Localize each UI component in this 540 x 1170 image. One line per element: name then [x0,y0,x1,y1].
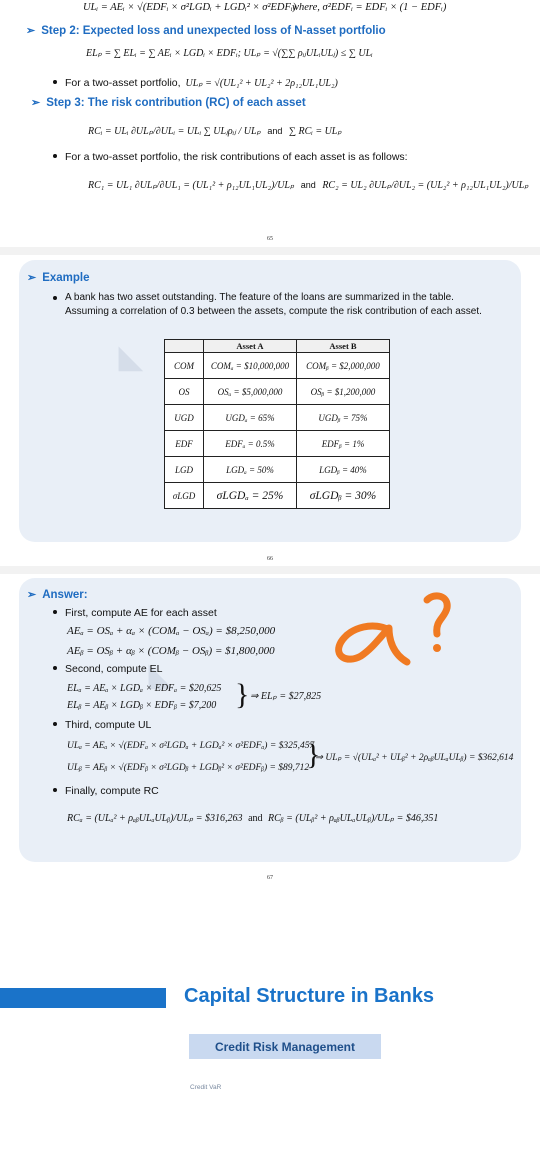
step-ae-bullet [53,607,217,619]
right-brace-icon: } [306,738,321,771]
page-number: 67 [267,875,273,881]
watermark-logo: ◣ [119,341,143,374]
step-ae-text: First, compute AE for each asset [65,607,217,619]
table-row-label: OS [165,379,204,405]
step2-title: Step 2: Expected loss and unexpected loss of N-asset portfolio [41,24,386,37]
rc1-formula: RC₁ = UL₁ ∂ULₚ/∂UL₁ = (UL₁² + ρ₁₂UL₁UL₂)/ULₚ [88,180,295,191]
bullet-dot-icon [53,666,57,670]
step3-title: Step 3: The risk contribution (RC) of each asset [46,96,306,109]
handwritten-annotation [323,590,453,674]
table-cell: σLGDᵦ = 30% [297,483,390,509]
rc-two-asset-formulas [88,180,529,191]
section-subtitle: Credit Risk Management [189,1034,381,1059]
answer-heading [27,588,88,601]
two-asset-bullet [53,77,338,89]
table-header-cell [165,340,204,353]
table-cell: COMᵦ = $2,000,000 [297,353,390,379]
ul-a-formula: ULₐ = AEₐ × √(EDFₐ × σ²LGDₐ + LGDₐ² × σ²EDFₐ) = $325,457 [67,741,315,751]
table-header-cell: Asset B [297,340,390,353]
example-heading [27,271,90,284]
table-cell: EDFᵦ = 1% [297,431,390,457]
title-accent-bar [0,988,166,1008]
bullet-dot-icon [53,296,57,300]
table-cell: UGDᵦ = 75% [297,405,390,431]
and-label: and [267,126,283,136]
example-title: Example [42,271,90,284]
bullet1-formula: ULₚ = √(UL₁² + UL₂² + 2ρ₁₂UL₁UL₂) [185,78,338,89]
table-row [165,457,390,483]
rc-general-formula: RCᵢ = ULᵢ ∂ULₚ/∂ULᵢ = ULᵢ ∑ ULⱼρᵢⱼ / ULₚ [88,126,261,137]
table-header-cell: Asset A [204,340,297,353]
rc-sum-formula: ∑ RCᵢ = ULₚ [288,126,342,137]
section-title: Capital Structure in Banks [184,985,435,1007]
ae-a-formula: AEₐ = OSₐ + αₐ × (COMₐ − OSₐ) = $8,250,000 [67,625,276,637]
table-cell: LGDₐ = 50% [204,457,297,483]
and-label: and [300,180,316,190]
table-row [165,379,390,405]
step3-heading [31,96,306,109]
table-row-label: LGD [165,457,204,483]
arrow-right-icon: ➢ [27,272,37,284]
slide-separator [0,566,540,574]
arrow-right-icon: ➢ [26,25,36,37]
table-row-label: EDF [165,431,204,457]
ul-b-formula: ULᵦ = AEᵦ × √(EDFᵦ × σ²LGDᵦ + LGDᵦ² × σ²EDFᵦ) = $89,712 [67,763,310,773]
rc-a-formula: RCₐ = (ULₐ² + ρₐᵦULₐULᵦ)/ULₚ = $316,263 [67,813,243,824]
watermark-logo: ◣ [149,659,173,692]
bullet-dot-icon [53,80,57,84]
rc-bullet [53,151,408,163]
rc-final-formulas [67,813,438,824]
table-cell: EDFₐ = 0.5% [204,431,297,457]
step-rc-bullet [53,785,159,797]
table-cell: σLGDₐ = 25% [204,483,297,509]
where-formula: where, σ²EDFᵢ = EDFᵢ × (1 − EDFᵢ) [292,2,447,13]
table-row-label: COM [165,353,204,379]
ae-b-formula: AEᵦ = OSᵦ + αᵦ × (COMᵦ − OSᵦ) = $1,800,000 [67,645,275,657]
table-cell: LGDᵦ = 40% [297,457,390,483]
table-row [165,405,390,431]
slide-66-card [19,260,521,542]
example-bullet-text: A bank has two asset outstanding. The feature of the loans are summarized in the table. Assuming a correlation of 0.3 between the assets, compute the risk contribution of each asset. [65,292,482,317]
arrow-right-icon: ➢ [27,589,37,601]
el-p-formula: ⇒ ELₚ = $27,825 [250,691,322,702]
el-b-formula: ELᵦ = AEᵦ × LGDᵦ × EDFᵦ = $7,200 [67,700,217,711]
table-row [165,353,390,379]
arrow-right-icon: ➢ [31,97,41,109]
loan-table [164,339,390,509]
bullet1-text: For a two-asset portfolio, [65,77,181,89]
table-cell: COMₐ = $10,000,000 [204,353,297,379]
rc-b-formula: RCᵦ = (ULᵦ² + ρₐᵦULₐULᵦ)/ULₚ = $46,351 [268,813,439,824]
step-rc-text: Finally, compute RC [65,785,159,797]
ul-p-formula: ⇒ ULₚ = √(ULₐ² + ULᵦ² + 2ρₐᵦULₐULᵦ) = $362,614 [315,753,514,763]
el-a-formula: ELₐ = AEₐ × LGDₐ × EDFₐ = $20,625 [67,683,222,694]
table-cell: UGDₐ = 65% [204,405,297,431]
step-ul-text: Third, compute UL [65,719,152,731]
answer-title: Answer: [42,588,88,601]
table-cell: OSᵦ = $1,200,000 [297,379,390,405]
page-number: 66 [267,556,273,562]
example-bullet [53,291,498,319]
bullet-dot-icon [53,722,57,726]
table-cell: OSₐ = $5,000,000 [204,379,297,405]
slide-separator [0,247,540,255]
bullet-dot-icon [53,610,57,614]
and-label: and [248,813,263,824]
step2-heading [26,24,386,37]
table-row [165,483,390,509]
step3-formula [88,126,342,137]
table-row [165,431,390,457]
table-row-label: σLGD [165,483,204,509]
bullet-dot-icon [53,788,57,792]
footer-label: Credit VaR [190,1084,222,1091]
step-el-text: Second, compute EL [65,663,163,675]
table-row-label: UGD [165,405,204,431]
step2-formula: ELₚ = ∑ ELᵢ = ∑ AEᵢ × LGDᵢ × EDFᵢ; ULₚ = √(∑∑ ρᵢⱼULᵢULⱼ) ≤ ∑ ULᵢ [86,48,373,59]
right-brace-icon: } [235,678,250,711]
step-ul-bullet [53,719,151,731]
table-header-row [165,340,390,353]
ul-formula: ULᵢ = AEᵢ × √(EDFᵢ × σ²LGDᵢ + LGDᵢ² × σ²EDFᵢ) [83,2,297,13]
bullet2-text: For a two-asset portfolio, the risk contributions of each asset is as follows: [65,151,408,163]
page-number: 65 [267,236,273,242]
rc2-formula: RC₂ = UL₂ ∂ULₚ/∂UL₂ = (UL₂² + ρ₁₂UL₁UL₂)/ULₚ [322,180,529,191]
slide-67-card [19,578,521,862]
step-el-bullet [53,663,162,675]
alpha-question-icon [323,590,453,674]
bullet-dot-icon [53,154,57,158]
